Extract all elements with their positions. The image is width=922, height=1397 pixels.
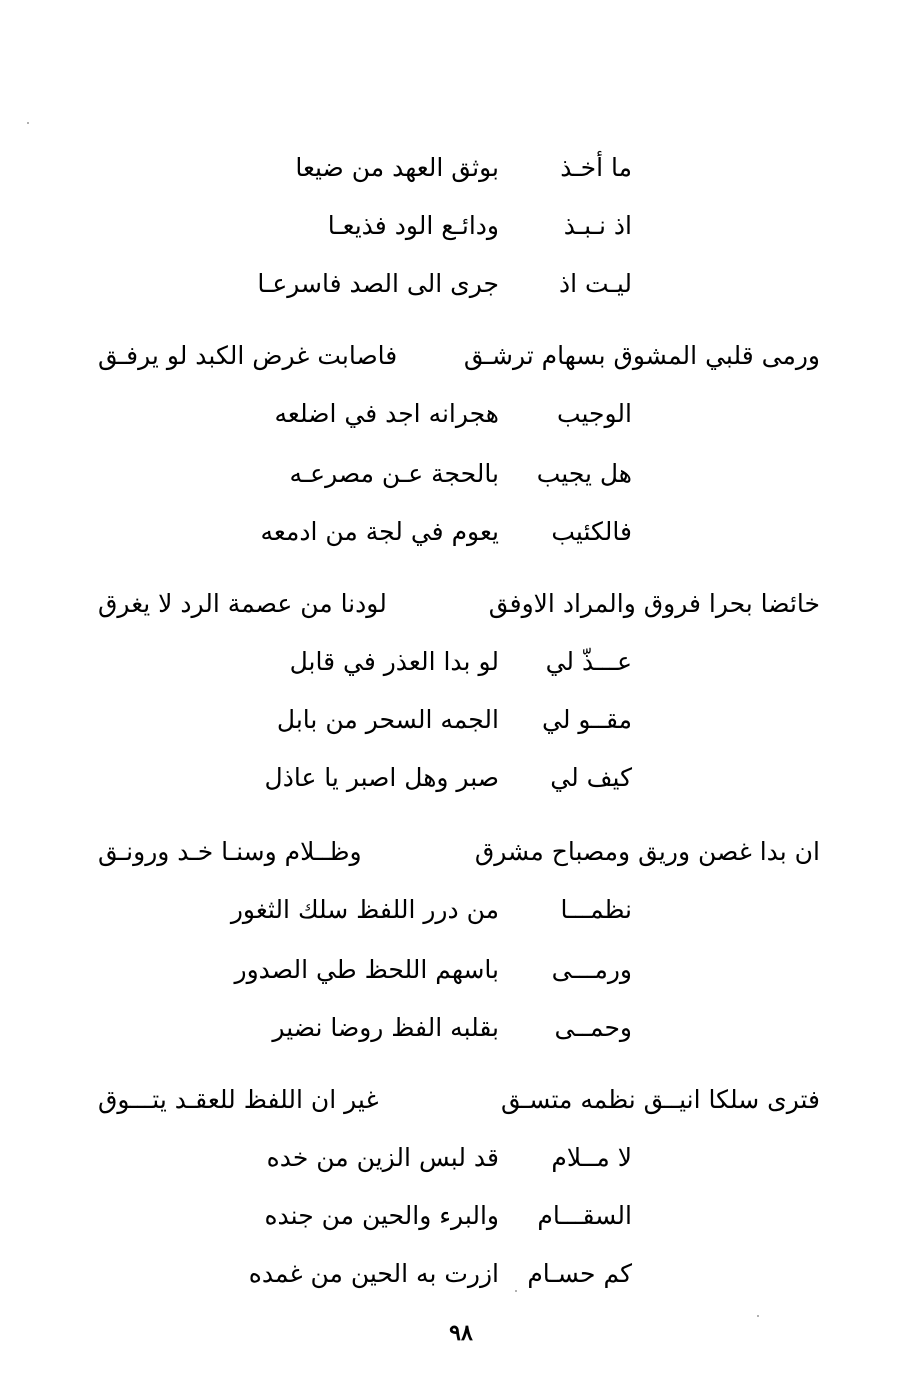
verse-line-left: صبر وهل اصبر يا عاذل: [264, 763, 499, 792]
verse-line-left: من درر اللفظ سلك الثغور: [230, 895, 499, 924]
refrain-line: [98, 336, 820, 376]
verse-line: [0, 890, 922, 930]
verse-line: [0, 950, 922, 990]
verse-line-right: فالكئيب: [551, 517, 632, 546]
verse-line-left: الجمه السحر من بابل: [276, 705, 499, 734]
verse-line-right: كم حسـام: [527, 1259, 632, 1288]
verse-line-right: ورمـــى: [551, 955, 632, 984]
verse-line-right: ما أخـذ: [560, 153, 632, 182]
verse-line: [0, 1008, 922, 1048]
scan-speck: [27, 122, 29, 124]
refrain-line-right: فترى سلكا انيــق نظمه متسـق: [501, 1085, 820, 1114]
verse-line-right: مقــو لي: [541, 705, 632, 734]
refrain-line-left: وظــلام وسنـا خـد ورونـق: [98, 837, 362, 866]
verse-line: [0, 1196, 922, 1236]
page-number: ٩٨: [449, 1320, 473, 1346]
verse-line-right: لا مــلام: [551, 1143, 632, 1172]
verse-line-right: هل يجيب: [536, 459, 632, 488]
verse-line-right: نظمـــا: [560, 895, 632, 924]
verse-line: [0, 512, 922, 552]
verse-line-right: السقـــام: [537, 1201, 632, 1230]
verse-line-right: اذ نـبـذ: [563, 211, 632, 240]
verse-line: [0, 454, 922, 494]
verse-line-left: قد لبس الزين من خده: [266, 1143, 499, 1172]
verse-line: [0, 1254, 922, 1294]
verse-line-left: هجرانه اجد في اضلعه: [274, 399, 499, 428]
verse-line: [0, 642, 922, 682]
verse-line-right: ليـت اذ: [558, 269, 632, 298]
scan-speck: [757, 1315, 759, 1317]
refrain-line: [98, 1080, 820, 1120]
verse-line-left: بوثق العهد من ضيعا: [295, 153, 499, 182]
scan-speck: [515, 1290, 517, 1292]
refrain-line-left: لودنا من عصمة الرد لا يغرق: [98, 589, 387, 618]
refrain-line: [98, 832, 820, 872]
verse-line: [0, 394, 922, 434]
refrain-line-left: غير ان اللفظ للعقـد يتـــوق: [98, 1085, 379, 1114]
verse-line: [0, 1138, 922, 1178]
refrain-line-right: ان بدا غصن وريق ومصباح مشرق: [474, 837, 820, 866]
refrain-line-right: خائضا بحرا فروق والمراد الاوفق: [488, 589, 820, 618]
verse-line-right: كيف لي: [550, 763, 632, 792]
verse-line-left: بالحجة عـن مصرعـه: [289, 459, 499, 488]
verse-line-left: يعوم في لجة من ادمعه: [260, 517, 499, 546]
verse-line-left: ازرت به الحين من غمده: [248, 1259, 499, 1288]
verse-line-right: وحمــى: [554, 1013, 632, 1042]
verse-line-left: باسهم اللحظ طي الصدور: [234, 955, 499, 984]
verse-line-left: لو بدا العذر في قابل: [289, 647, 499, 676]
verse-line: [0, 206, 922, 246]
verse-line-left: ودائـع الود فذيعـا: [327, 211, 499, 240]
verse-line-right: عـــذّ لي: [545, 647, 632, 676]
verse-line: [0, 758, 922, 798]
verse-line: [0, 700, 922, 740]
verse-line-left: جرى الى الصد فاسرعـا: [257, 269, 499, 298]
verse-line-left: بقلبه الفظ روضا نضير: [272, 1013, 499, 1042]
verse-line-left: والبرء والحين من جنده: [264, 1201, 499, 1230]
verse-line: [0, 148, 922, 188]
refrain-line-left: فاصابت غرض الكبد لو يرفـق: [98, 341, 398, 370]
verse-line: [0, 264, 922, 304]
refrain-line: [98, 584, 820, 624]
refrain-line-right: ورمى قلبي المشوق بسهام ترشـق: [463, 341, 820, 370]
verse-line-right: الوجيب: [556, 399, 632, 428]
